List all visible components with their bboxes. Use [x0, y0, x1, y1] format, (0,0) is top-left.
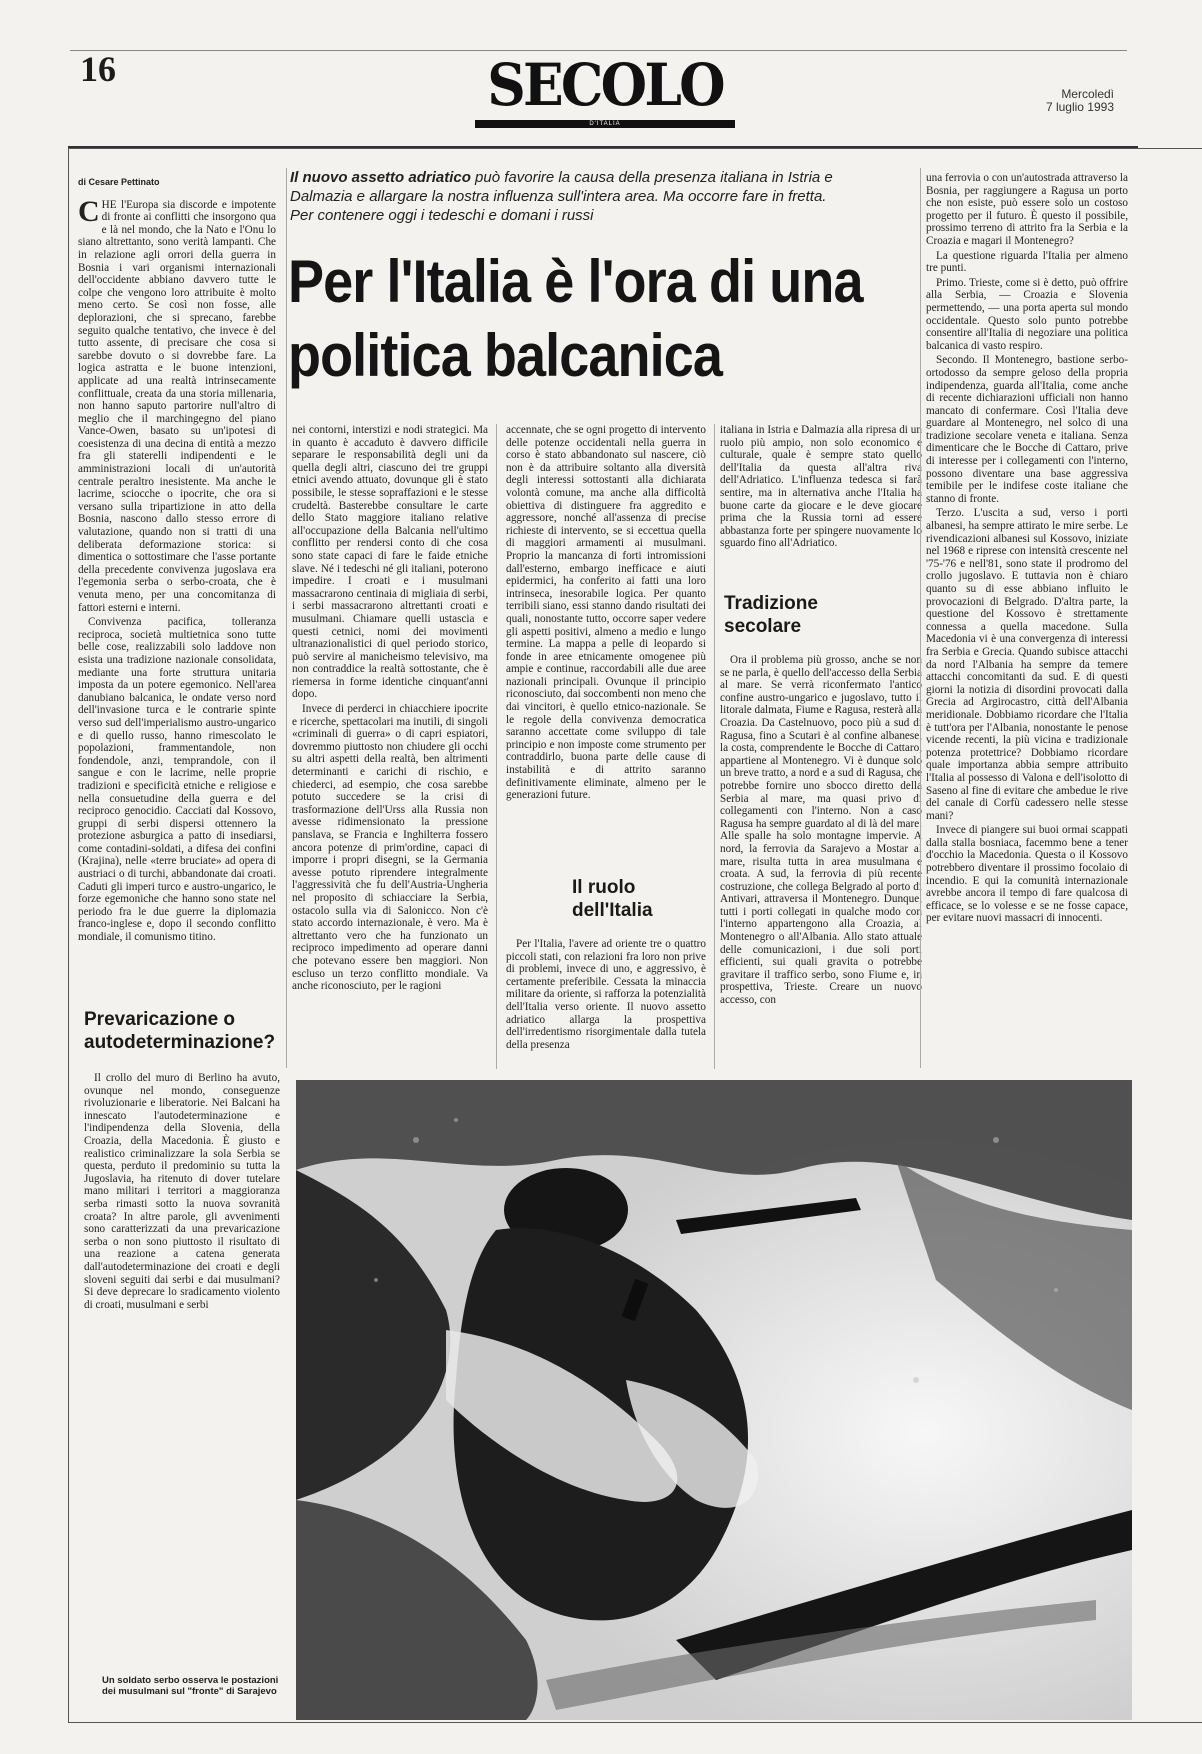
- news-photo: [296, 1080, 1132, 1720]
- column-2: [292, 424, 488, 1069]
- paragraph: HE l'Europa sia discorde e impotente di fronte ai conflitti che insorgono qua e là nel mondo, che la Nato e l'Onu lo siano altrettanto, sono verità lampanti. Che in relazione agli orrori della guerra in Bosnia i vari organismi internazionali dell'occidente abbiano davvero tutte le colpe che vengono loro attribuite è molto meno certo. Se così non fosse, alle deplorazioni, che si sprecano, farebbe seguito qualche tentativo, che invece è del tutto assente, di precisare che cosa si sarebbe dovuto o si dovrebbe fare. La logica astratta e le buone intenzioni, applicate ad una realtà intrinsecamente conflittuale, creata da una storia millenaria, non hanno saputo partorire null'altro di meglio che il marchingegno del piano Vance-Owen, basato su un'ipotesi di coesistenza di una decina di entità a mezzo fra gli staterelli indipendenti e le amministrazioni locali di un'autorità centrale peraltro inesistente. Ma anche le lacrime, sciocche o ipocrite, che ora si versano sulla tripartizione in atto della Bosnia, nascono dallo stesso errore di valutazione, quando non si tratti di una deliberata deformazione storica: si dimentica o sottostimare che l'asse portante della precedente convivenza jugoslava era l'egemonia serba o serbo-croata, che è venuta meno, per una concomitanza di fattori esterni e interni.: [78, 198, 276, 614]
- column-divider: [920, 168, 921, 1068]
- masthead: [470, 50, 740, 140]
- column-3-continued: [506, 938, 706, 1069]
- paragraph: una ferrovia o con un'autostrada attraverso la Bosnia, per raggiungere a Ragusa un porto che non esiste, può essere solo un costoso progetto per il futuro. È questo il possibile, prossimo terreno di attrito fra la Serbia e la Croazia e magari il Montenegro?: [926, 172, 1128, 247]
- paragraph: accennate, che se ogni progetto di intervento delle potenze occidentali nella guerra in corso è stato abbandonato sul nascere, ciò non è da attribuire soltanto alla diversità degli interessi sottostanti alla dichiarata volontà comune, ma anche alla difficoltà obiettiva di distinguere fra aggredito e aggressore, nonché all'assenza di precise richieste di intervento, se si eccettua quella di maggiori armamenti ai musulmani. Proprio la mancanza di forti intromissioni dall'esterno, embargo inefficace e aiuti epidermici, ha conferito ai fatti una loro intrinseca, inesorabile logica. Per quanto terribili siano, essi stanno dando risultati dei quali, nonostante tutto, occorre saper vedere gli aspetti positivi, almeno a medio e lungo termine. La mappa a pelle di leopardo si fonde in aree etnicamente omogenee più ampie e continue, raccordabili alle due aree nazionali principali. Ovunque il principio riconosciuto, dai soccombenti non meno che dai vincitori, è quello etnico-nazionale. Se le regole della convivenza democratica saranno accettate come sviluppo di tale principio e non imposte come strumento per contraddirlo, buona parte delle cause di instabilità e di attrito saranno definitivamente eliminate, almeno per le generazioni future.: [506, 424, 706, 802]
- column-4: [720, 424, 922, 574]
- subhead-ruolo-italia: Il ruolo dell'Italia: [572, 877, 653, 921]
- dateline: [1046, 88, 1114, 114]
- paragraph: Il crollo del muro di Berlino ha avuto, ovunque nel mondo, conseguenze rivoluzionarie e liberatorie. Nei Balcani ha innescato l'autodeterminazione e l'indipendenza della Slovenia, della Croazia, della Macedonia. È giusto e realistico criminalizzare la sola Serbia se questa, perduto il predominio su tutta la Jugoslavia, ha ritenuto di dover tutelare mano militari i territori a maggioranza serba rimasti sotto la nuova sovranità croata? In altre parole, gli avvenimenti sono caratterizzati da una prevaricazione serba o non sono piuttosto il risultato di una reazione a catena generata dall'autodeterminazione dei croati e degli sloveni seguiti dai serbi e dai musulmani? Si deve deprecare lo sradicamento violento di croati, musulmani e serbi: [84, 1072, 280, 1311]
- paragraph: italiana in Istria e Dalmazia alla ripresa di un ruolo più ampio, non solo economico e culturale, quale è sempre stato quello dell'Italia da questa all'altra riva dell'Adriatico. L'influenza tedesca si farà sentire, ma in alternativa anche l'Italia ha buone carte da giocare e le deve giocare prima che la Russia torni ad essere abbastanza forte per spingere nuovamente lo sguardo fino all'Adriatico.: [720, 424, 922, 550]
- article-kicker: [290, 168, 850, 225]
- subhead-prevaricazione: Prevaricazione o autodeterminazione?: [84, 1009, 276, 1053]
- paragraph: Per l'Italia, l'avere ad oriente tre o quattro piccoli stati, con relazioni fra loro non prive di problemi, invece di uno, e aggressivo, è certamente preferibile. Cessata la minaccia militare da oriente, si rafforza la potenzialità dell'Italia verso oriente. Il nuovo assetto adriatico allarga la prospettiva dell'irredentismo risorgimentale dalla tutela della presenza: [506, 938, 706, 1051]
- paragraph: Invece di piangere sui buoi ormai scappati dalla stalla bosniaca, facemmo bene a tener d'occhio la Macedonia. Questa o il Kossovo potrebbero diventare il prossimo focolaio di incendio. E qui la comunità internazionale avrebbe ancora il tempo di fare qualcosa di efficace, se lo volesse e se ne fosse capace, per evitare nuovi massacri di innocenti.: [926, 824, 1128, 925]
- paragraph: Terzo. L'uscita a sud, verso i porti albanesi, ha sempre attirato le mire serbe. Le rivendicazioni albanesi sul Kossovo, iniziate nel 1968 e riprese con intensità crescente nel '75-'76 e nell'81, sono state il prodromo del crollo jugoslavo. E tuttavia non è chiaro quanto su di esse abbiano influito le provocazioni di Belgrado. D'altra parte, la questione del Kossovo è strettamente connessa a quella macedone. Sulla Macedonia vi è una convergenza di interessi fra Serbia e Grecia. Quando subisce attacchi da nord l'Albania ha sempre da temere attacchi concomitanti da sud. E di questi giorni la notizia di disordini provocati dalla Grecia ad Argirocastro, città dell'Albania meridionale. Dobbiamo ricordare che l'Italia è tutt'ora per l'Albania, nonostante le penose vicende recenti, la più vicina e tradizionale potenza protettrice? Dobbiamo ricordare quale importanza abbia sempre attribuito l'Italia al possesso di Valona e dell'isolotto di Saseno al fine di evitare che ambedue le rive del canale di Corfù cadessero nelle stesse mani?: [926, 507, 1128, 822]
- dateline-weekday: Mercoledì: [1061, 87, 1114, 101]
- paragraph: nei contorni, interstizi e nodi strategici. Ma in quanto è accaduto è davvero difficile separare le responsabilità degli uni da quella degli altri, ciascuno dei tre gruppi etnici avendo attuato, dovunque gli è stato possibile, le stesse sopraffazioni e le stesse crudeltà. Basterebbe consultare le carte dello Stato maggiore italiano relative all'occupazione della Balcania nell'ultimo conflitto per rendersi conto di che cosa sono state capaci di fare le faide etniche slave. Né i tedeschi né gli italiani, poterono impedire. I croati e i musulmani massacrarono centinaia di migliaia di serbi, i serbi massacrarono altrettanti croati e musulmani. Chiamare quelli ustascia e questi cetnici, nomi dei movimenti ultranazionalistici di quel periodo storico, può servire al manicheismo televisivo, ma non contraddice la realtà sottostante, che è riemersa in forme identiche cinquant'anni dopo.: [292, 424, 488, 701]
- column-5: [926, 172, 1128, 1069]
- column-3: [506, 424, 706, 824]
- column-divider: [286, 168, 287, 1068]
- masthead-logo: SECOLO: [487, 51, 723, 119]
- article-headline: Per l'Italia è l'ora di una politica balcanica: [288, 248, 863, 389]
- column-1: [78, 176, 276, 969]
- column-divider: [714, 424, 715, 1069]
- drop-cap: C: [78, 194, 100, 228]
- dateline-date: 7 luglio 1993: [1045, 100, 1114, 114]
- paragraph: Secondo. Il Montenegro, bastione serbo-ortodosso da sempre geloso della propria indipendenza, guarda all'Italia, come anche di recente dichiarazioni ufficiali non hanno mancato di confermare. Così l'Italia deve guardare al Montenegro, nel solco di una tradizione secolare veneta e italiana. Senza dimenticare che le Bocche di Cattaro, prive di interesse per i collegamenti con l'interno, possono diventare una base aggressiva temibile per le indifese coste italiane che stanno di fronte.: [926, 354, 1128, 505]
- paragraph: Ora il problema più grosso, anche se non se ne parla, è quello dell'accesso della Serbia al mare. Se verrà riconfermato l'antico confine austro-ungarico e jugoslavo, tutto il litorale dalmata, Fiume e Ragusa, resterà alla Croazia. Da Castelnuovo, poco più a sud di Ragusa, fino a Scutari è al confine albanese, la costa, comprendente le Bocche di Cattaro, appartiene al Montenegro. Vi è dunque solo un breve tratto, a nord e a sud di Ragusa, che potrebbe fornire uno sbocco diretto della Serbia al mare, ma quasi privo di collegamenti con l'interno. Non a caso Ragusa ha sempre guardato al di là del mare. Alle spalle ha solo montagne impervie. A nord, la ferrovia da Sarajevo a Mostar al mare, risulta tutta in area musulmana e croata. A sud, la ferrovia di più recente costruzione, che collega Belgrado al porto di Antivari, attraversa il Montenegro. Dunque, tutti i porti collegati in qualche modo con l'interno appartengono alla Croazia, al Montenegro o all'Albania. Allo stato attuale delle comunicazioni, i due soli porti efficienti, sui quali gravita o potrebbe gravitare il traffico serbo, sono Fiume e, in prospettiva, Trieste. Creare un nuovo accesso, con: [720, 654, 922, 1007]
- kicker-text: può favorire la causa della presenza italiana in Istria e Dalmazia e allargare la nostra influenza sull'intera area. Ma occorre fare in fretta. Per contenere oggi i tedeschi e domani i russi: [290, 169, 833, 224]
- paragraph: Invece di perderci in chiacchiere ipocrite e ricerche, spettacolari ma inutili, di singoli «criminali di guerra» o di capri espiatori, dovremmo piuttosto non chiudere gli occhi su altri aspetti della realtà, ben altrimenti determinanti e carichi di rischio, e chiederci, ad esempio, che cosa sarebbe potuto succedere se la crisi di trasformazione dell'Urss alla Russia non avesse ridimensionato la pressione panslava, se Francia e Inghilterra fossero ancora potenze di prim'ordine, capaci di imporre i propri disegni, se la Germania avesse potuto riprendere integralmente l'aggressività che fu dell'Austria-Ungheria nel proposito di schiacciare la Serbia, ostacolo sulla via di Salonicco. Non c'è stato accordo internazionale, è vero. Ma è altrettanto vero che ha funzionato un reciproco impedimento ad operare danni che potevano essere ben maggiori. Non escluso un terzo conflitto mondiale. Va anche riconosciuto, per le ragioni: [292, 703, 488, 993]
- page-number: 16: [80, 49, 116, 89]
- masthead-sub: D'ITALIA: [475, 120, 735, 128]
- photo-caption: Un soldato serbo osserva le postazioni dei musulmani sul "fronte" di Sarajevo: [102, 1675, 279, 1697]
- subhead-tradizione-secolare: Tradizione secolare: [724, 593, 818, 637]
- paragraph: La questione riguarda l'Italia per almeno tre punti.: [926, 249, 1128, 275]
- byline: di Cesare Pettinato: [78, 177, 160, 187]
- column-1-continued: [84, 1072, 280, 1452]
- kicker-bold: Il nuovo assetto adriatico: [290, 169, 471, 186]
- paragraph: Primo. Trieste, come si è detto, può offrire alla Serbia, — Croazia e Slovenia permettendo, — una porta aperta sul mondo occidentale. Questo solo punto potrebbe consentire all'Italia di negoziare una politica balcanica di vasto respiro.: [926, 276, 1128, 352]
- column-4-continued: [720, 654, 922, 1069]
- photo-soldier-illustration: [296, 1080, 1132, 1720]
- column-divider: [496, 424, 497, 1069]
- paragraph: Convivenza pacifica, tolleranza reciproca, società multietnica sono tutte belle cose, realizzabili solo laddove non esista una tradizione nazionale consolidata, mediante una forte struttura unitaria imposta da un potere egemonico. Nell'area danubiano balcanica, le ondate verso nord dell'invasione turca e le contrarie spinte verso sud dell'imperialismo austro-ungarico e di quello russo, hanno rimescolato le popolazioni, frammentandole, non fondendole, anzi, temprandole, con il sangue e con le lacrime, nelle proprie tradizioni e specificità etniche e religiose e nella consuetudine della guerra e del reciproco genocidio. Cacciati dal Kossovo, gruppi di serbi dispersi ottennero la protezione asburgica a patto di insediarsi, come contadini-soldati, a difesa dei confini (Krajina), nelle «terre bruciate» ad opera di austriaci o di turchi, abbandonate dai croati. Caduti gli imperi turco e austro-ungarico, le forze egemoniche che hanno sono state nel periodo fra le due guerre la diplomazia franco-inglese e, dopo il secondo conflitto mondiale, il comunismo titino.: [78, 616, 276, 944]
